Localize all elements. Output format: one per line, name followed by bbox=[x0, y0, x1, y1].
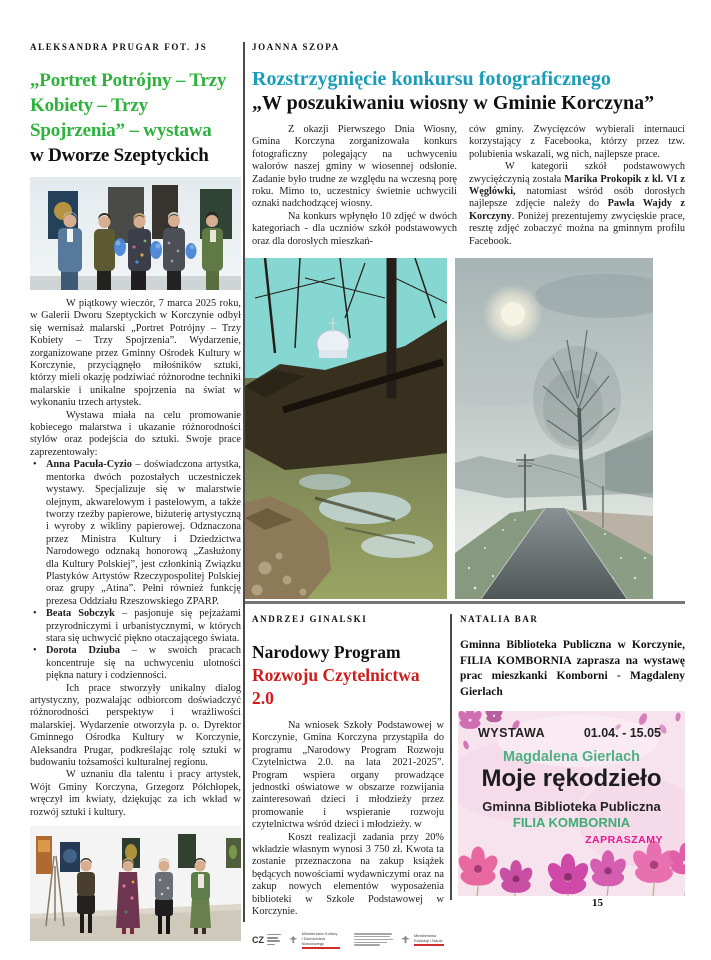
library-exhibition-article bbox=[458, 614, 685, 896]
byline-andrzej-ginalski: ANDRZEJ GINALSKI bbox=[252, 614, 368, 624]
byline-natalia-bar: NATALIA BAR bbox=[460, 614, 539, 624]
winning-photo-adults bbox=[455, 258, 653, 599]
portret-article-body bbox=[30, 298, 241, 819]
paragraph: ców gminy. Zwycięzców wybierali internauci korzystający z Facebooka, którzy przez tzw. polubienia wskazali, wg nich, najlepsze prace. bbox=[469, 124, 685, 160]
men-logo bbox=[400, 933, 444, 946]
portret-title-black: w Dworze Szeptyckich bbox=[30, 145, 209, 166]
men-red-bar bbox=[414, 944, 444, 946]
mkidn-logo bbox=[288, 931, 347, 949]
artist-description: – doświadczona artystka, mentorka dwóch pozostałych uczestniczek wystawy. Specjalizuje się w malarstwie olejnym, akwarelowym i pastelowym, a także tworzy rzeźby papierowe, biżuterię artystyczną i wyroby z wikliny papierowej. Odznaczona przez Ministra Kultury i Dziedzictwa Narodowego odznaką honorową „Zasłużony dla Kultury Polskiej”, jest członkinią Związku Plastyków Artystów Rzeczypospolitej Polskiej oraz grupy „Atina”. Pełni również funkcję prezesa Oddziału Rzeszowskiego ZPARP. bbox=[46, 459, 241, 607]
mkidn-red-bar bbox=[302, 947, 340, 949]
program-title-black: Narodowy Program bbox=[252, 642, 401, 662]
text-segment: natomiast wśród osób dorosłych najlepsze zdjęcie należy do bbox=[469, 186, 685, 210]
portret-article bbox=[30, 42, 241, 941]
artist-description: – pasjonuje się pejzażami przyrodniczymi i urbanistycznymi, w których stara się uchwycić piękno otaczającego świata. bbox=[46, 608, 242, 644]
contest-title-black: „W poszukiwaniu wiosny w Gminie Korczyna” bbox=[252, 92, 655, 114]
flyer-exhibition-title: Moje rękodzieło bbox=[481, 765, 662, 792]
byline-joanna-szopa: JOANNA SZOPA bbox=[252, 42, 340, 52]
paragraph: W piątkowy wieczór, 7 marca 2025 roku, w Galerii Dworu Szeptyckich w Korczynie odbył się wernisaż malarski „Portret Potrójny – Trzy Kobiety – Trzy Spojrzenia”. Wydarzenie, zorganizowane przez Gminny Ośrodek Kultury w Korczynie, przyciągnęło miłośników sztuki, którzy mieli okazję podziwiać różnorodne techniki malarskie i unikalne spojrzenia na świat w wykonaniu trzech artystek. bbox=[30, 298, 241, 409]
winning-photo-students bbox=[245, 258, 447, 599]
nprcz-logo bbox=[252, 934, 281, 946]
flyer-dates: 01.04. - 15.05 bbox=[583, 726, 661, 740]
bottom-column-divider bbox=[450, 614, 452, 900]
library-announcement: Gminna Biblioteka Publiczna w Korczynie, FILIA KOMBORNIA zaprasza na wystawę prac mieszkanki Komborni - Magdaleny Gierlach bbox=[460, 639, 685, 698]
portret-title-green: „Portret Potrójny – Trzy Kobiety – Trzy Spojrzenia” – wystawa bbox=[30, 70, 227, 141]
text-segment: . Poniżej prezentujemy zwycięskie prace, resztę zdjęć zobaczyć można na gminnym profilu Facebook. bbox=[469, 210, 685, 247]
reading-program-article bbox=[252, 614, 444, 953]
paragraph bbox=[469, 161, 685, 248]
paragraph: Wystawa miała na celu promowanie kobiecego malarstwa i ukazanie różnorodności stylów oraz podejścia do sztuki. Swoje prace zaprezentowały: bbox=[30, 409, 241, 458]
eagle-emblem-icon bbox=[288, 934, 299, 946]
winner-name-students: Marika Prokopik z kl. VI z Węglówki, bbox=[469, 173, 685, 198]
photo-contest-article bbox=[252, 42, 685, 599]
contest-article-body bbox=[252, 124, 685, 248]
paragraph: Ich prace stworzyły unikalny dialog artystyczny, pozwalając odbiorcom doświadczyć różnorodności perspektyw i wrażliwości malarskiej. Wydarzenie otworzyła p. o. Dyrektor Gminnego Ośrodka Kultury w Korczynie, Aleksandra Prugar, podkreślając rolę sztuki w budowaniu tożsamości kulturalnej regionu. bbox=[30, 682, 241, 769]
flyer-branch-name: FILIA KOMBORNIA bbox=[512, 815, 631, 830]
flyer-artist-name: Magdalena Gierlach bbox=[503, 749, 640, 765]
list-item bbox=[30, 645, 241, 682]
program-article-body bbox=[252, 720, 444, 919]
contest-body-column-2 bbox=[469, 124, 685, 248]
artist-name: Anna Pacuła-Cyzio bbox=[46, 459, 132, 471]
list-item bbox=[30, 459, 241, 608]
paragraph: Na wniosek Szkoły Podstawowej w Korczynie, Gmina Korczyna przystąpiła do programu „Narodowy Program Rozwoju Czytelnictwa 2.0. na lata 2021-2025”. Program wspiera organy prowadzące jednostki oświatowe w obszarze rozwijania zainteresowań dzieci i młodzieży przez promowanie i wspieranie rozwoju czytelnictwa wśród dzieci i młodzieży. w bbox=[252, 720, 444, 831]
artist-name: Dorota Dziuba bbox=[46, 645, 120, 657]
program-title-red: Rozwoju Czytelnictwa 2.0 bbox=[252, 665, 420, 708]
exhibition-flyer bbox=[458, 711, 685, 896]
funding-fine-print bbox=[354, 932, 393, 948]
contest-body-column-1 bbox=[252, 124, 457, 248]
winner-name-adults: Pawła Wajdy z Korczyny bbox=[469, 198, 685, 222]
nprcz-mark: CZ bbox=[252, 934, 264, 945]
mkidn-label: Ministerstwo Kultury i Dziedzictwa Narodowego bbox=[302, 931, 347, 949]
artists-list bbox=[30, 459, 241, 682]
artists-gallery-photo bbox=[30, 826, 241, 941]
contest-title-teal: Rozstrzygnięcie konkursu fotograficznego bbox=[252, 68, 611, 90]
portret-article-title bbox=[30, 68, 241, 168]
artist-name: Beata Sobczyk bbox=[46, 608, 115, 620]
men-label: Ministerstwo Edukacji i Nauki bbox=[414, 933, 444, 946]
vernissage-group-photo bbox=[30, 177, 241, 290]
paragraph: Z okazji Pierwszego Dnia Wiosny, Gmina Korczyna zorganizowała konkurs fotograficzny polegający na uchwyceniu walorów naszej gminy w wiosennej odsłonie. Zadanie było trudne ze względu na wczesną porę roku. Mimo to, uczestnicy świetnie uchwycili oznaki nadchodzącej wiosny. bbox=[252, 124, 457, 210]
section-divider bbox=[245, 601, 685, 604]
artist-description: – w swoich pracach koncentruje się na uchwyceniu ulotności piękna natury i codzienności. bbox=[46, 645, 241, 682]
flyer-cta: ZAPRASZAMY bbox=[585, 834, 663, 846]
paragraph: Koszt realizacji zadania przy 20% wkładzie własnym wynosi 3 750 zł. Kwota ta zostanie przeznaczona na zakup książek będących nowościami wydawniczymi oraz na zakup nowych elementów wyposażenia biblioteki w Szkole Podstawowej w Korczynie. bbox=[252, 831, 444, 918]
flyer-label: WYSTAWA bbox=[478, 726, 546, 740]
program-article-title bbox=[252, 641, 444, 710]
paragraph: W uznaniu dla talentu i pracy artystek, Wójt Gminy Korczyna, Grzegorz Półchłopek, wręczył im kwiaty, dziękując za ich wkład w rozwój sztuki i kultury. bbox=[30, 769, 241, 818]
program-logos bbox=[252, 927, 444, 953]
byline-aleksandra-prugar: ALEKSANDRA PRUGAR FOT. JS bbox=[30, 42, 208, 52]
text-segment: W kategorii szkół podstawowych zwyciężczynią została bbox=[469, 161, 685, 185]
contest-article-title bbox=[252, 67, 685, 115]
list-item bbox=[30, 608, 241, 645]
nprcz-wordmark-lines bbox=[267, 934, 281, 946]
paragraph: Na konkurs wpłynęło 10 zdjęć w dwóch kategoriach - dla uczniów szkół podstawowych oraz dla dorosłych mieszkań- bbox=[252, 210, 457, 247]
page-number: 15 bbox=[592, 897, 603, 909]
flyer-library-name: Gminna Biblioteka Publiczna bbox=[482, 799, 661, 814]
eagle-emblem-icon bbox=[400, 934, 411, 946]
